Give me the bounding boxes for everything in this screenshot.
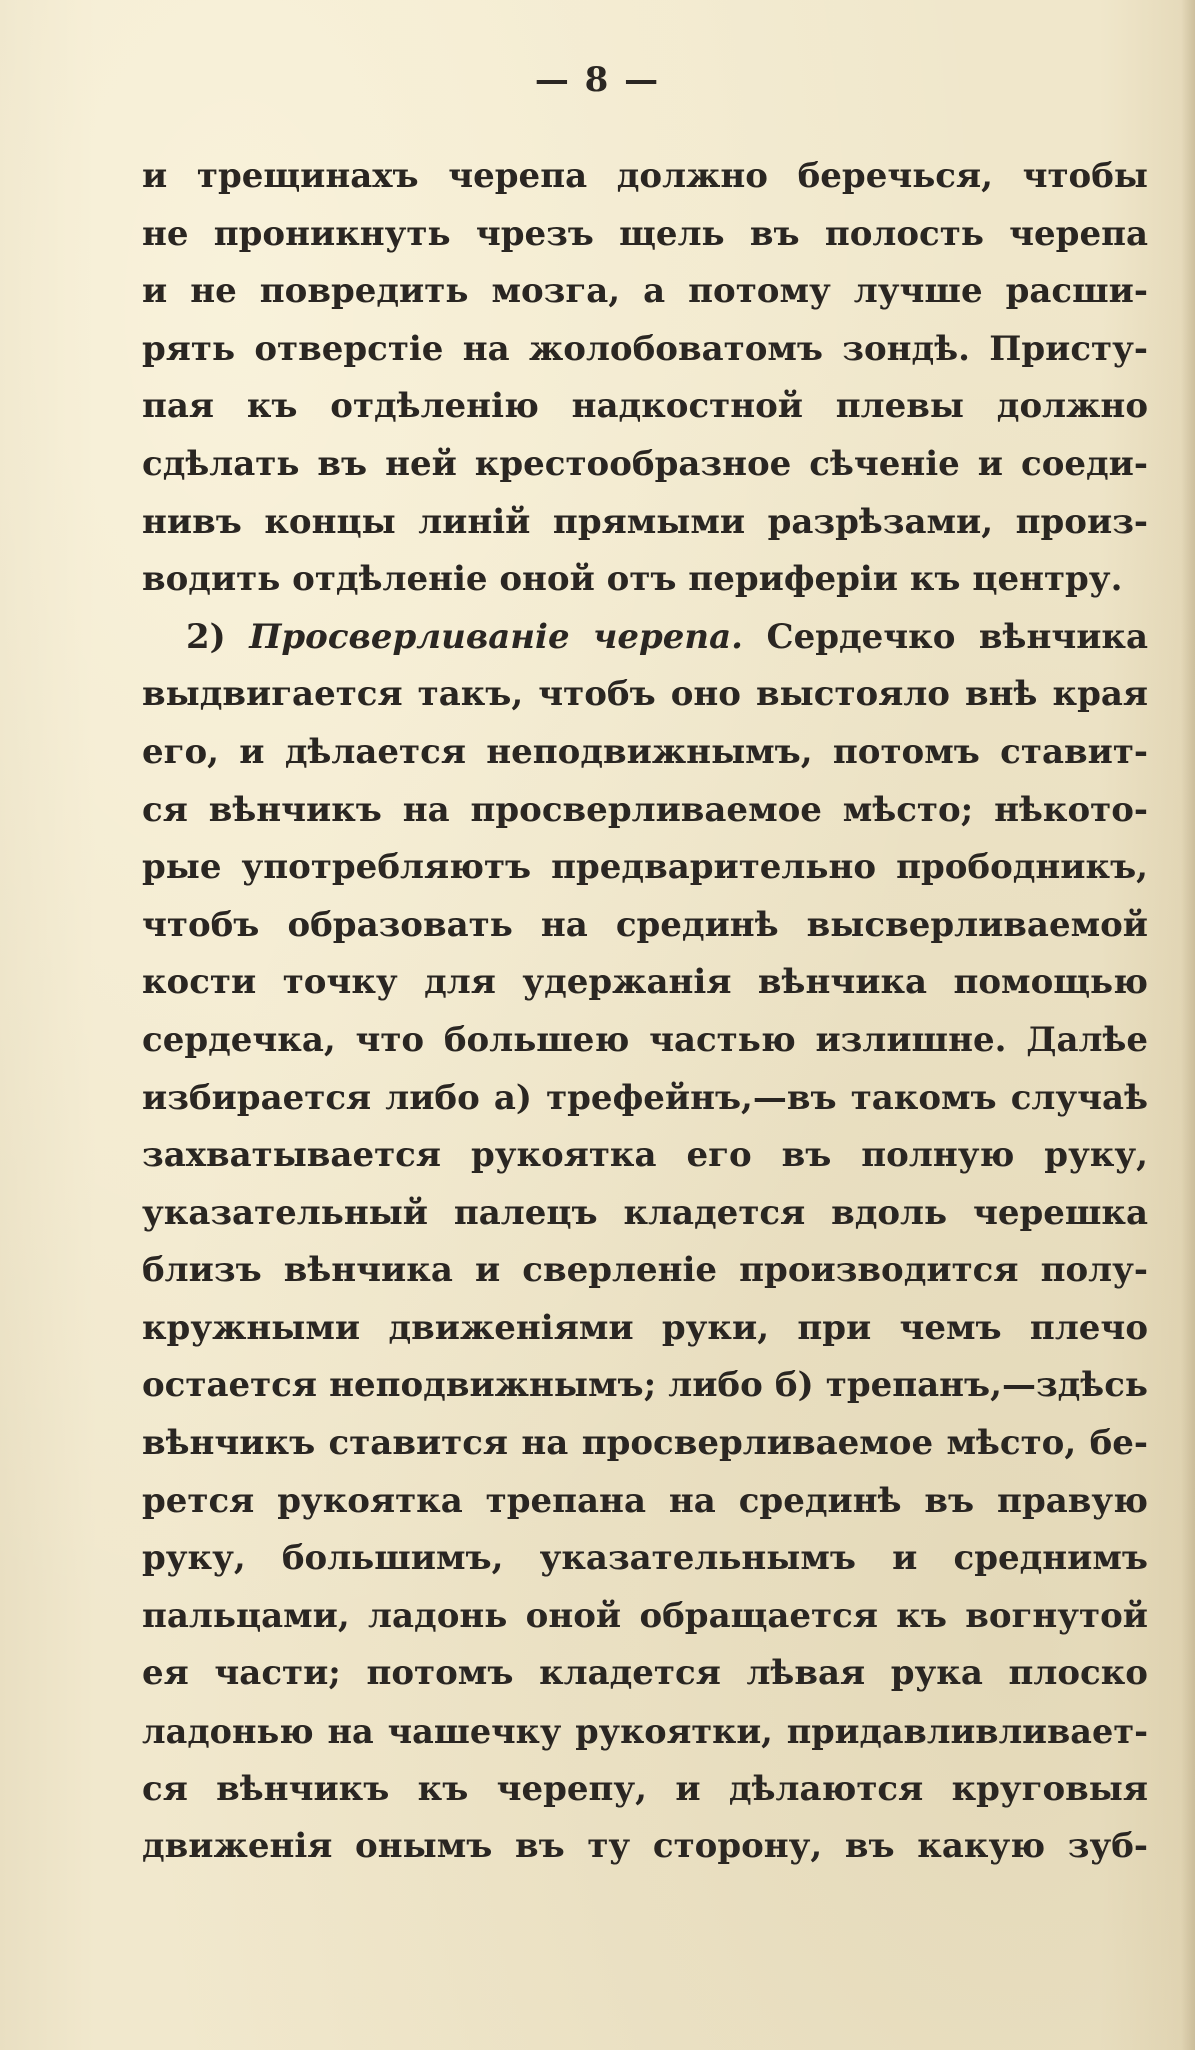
- text-line: не проникнуть чрезъ щель въ полость черепа: [142, 213, 1148, 254]
- text-line: выдвигается такъ, чтобъ оно выстояло внѣ края: [142, 674, 1148, 715]
- text-line: и не повредить мозга, а потому лучше расши-: [142, 271, 1148, 312]
- text-line: сдѣлать въ ней крестообразное сѣченіе и соеди-: [142, 443, 1148, 484]
- text-line: ея части; потомъ кладется лѣвая рука плоско: [142, 1653, 1148, 1694]
- text-line: нивъ концы линій прямыми разрѣзами, произ-: [142, 501, 1148, 542]
- text-line: и трещинахъ черепа должно беречься, чтобы: [142, 156, 1148, 196]
- text-line: пая къ отдѣленію надкостной плевы должно: [142, 386, 1148, 427]
- text-line: ладонью на чашечку рукоятки, придавливливает-: [142, 1712, 1148, 1752]
- section-heading: Просверливаніе черепа.: [249, 616, 744, 657]
- section-number: 2): [186, 616, 226, 657]
- text-line: захватывается рукоятка его въ полную руку,: [142, 1135, 1148, 1176]
- body-text: [142, 148, 1148, 1876]
- text-line: его, и дѣлается неподвижнымъ, потомъ ставит-: [142, 731, 1148, 772]
- text-line: рется рукоятка трепана на срединѣ въ правую: [142, 1480, 1148, 1521]
- text-line: рые употребляютъ предварительно прободникъ,: [142, 847, 1148, 888]
- text-line: близъ вѣнчика и сверленіе производится полу-: [142, 1250, 1148, 1291]
- text-line: вѣнчикъ ставится на просверливаемое мѣсто, бе-: [142, 1423, 1148, 1464]
- text-line: кружными движеніями руки, при чемъ плечо: [142, 1307, 1148, 1348]
- text-line: пальцами, ладонь оной обращается къ вогнутой: [142, 1595, 1148, 1636]
- page-edge-shadow: [1181, 0, 1195, 2050]
- text-line: ся вѣнчикъ на просверливаемое мѣсто; нѣкото-: [142, 789, 1148, 830]
- text-line: ся вѣнчикъ къ черепу, и дѣлаются круговыя: [142, 1768, 1148, 1809]
- text-fragment: Сердечко вѣнчика: [766, 616, 1149, 657]
- text-line: чтобъ образовать на срединѣ высверливаемой: [142, 904, 1148, 945]
- page-number: — 8 —: [534, 60, 661, 100]
- text-line: остается неподвижнымъ; либо б) трепанъ,—здѣсь: [142, 1365, 1148, 1406]
- text-line: кости точку для удержанія вѣнчика помощью: [142, 962, 1148, 1003]
- text-line: указательный палецъ кладется вдоль черешка: [142, 1192, 1148, 1233]
- text-line: движенія онымъ въ ту сторону, въ какую зуб-: [142, 1826, 1148, 1867]
- text-line: руку, большимъ, указательнымъ и среднимъ: [142, 1538, 1148, 1579]
- section-heading-line: [142, 609, 1148, 667]
- text-line: водить отдѣленіе оной отъ периферіи къ центру.: [142, 559, 1123, 600]
- text-line: сердечка, что большею частью излишне. Далѣе: [142, 1019, 1148, 1060]
- text-line: рять отверстіе на жолобоватомъ зондѣ. Присту-: [142, 328, 1148, 369]
- text-line: избирается либо а) трефейнъ,—въ такомъ случаѣ: [142, 1077, 1148, 1118]
